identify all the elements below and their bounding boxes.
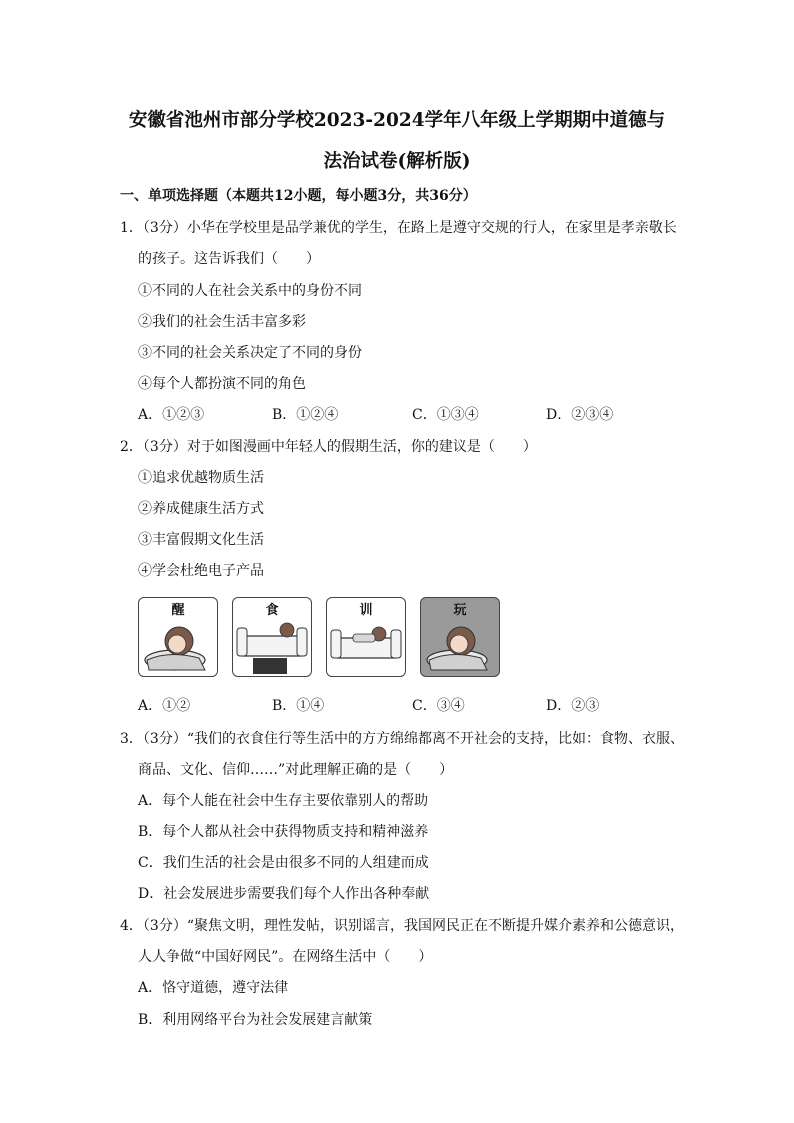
q1-choice-b: B．①②④	[272, 407, 339, 423]
q1-item: ③不同的社会关系决定了不同的身份	[138, 345, 362, 361]
q4-option-a: A．恪守道德，遵守法律	[138, 980, 289, 996]
q4-stem-line-1: 4．（3分）“聚焦文明，理性发帖，识别谣言，我国网民正在不断提升媒介素养和公德意识，	[120, 918, 684, 934]
q1-stem-line-1: 1．（3分）小华在学校里是品学兼优的学生，在路上是遵守交规的行人，在家里是孝亲敬长	[120, 220, 677, 236]
q2-item: ④学会杜绝电子产品	[138, 563, 264, 579]
q4-option-b: B．利用网络平台为社会发展建言献策	[138, 1012, 373, 1028]
comic-panel-eat	[232, 597, 312, 677]
q2-choice-d: D．②③	[546, 698, 600, 714]
panel-caption: 醒	[171, 603, 185, 618]
panel-caption: 玩	[453, 603, 467, 618]
q1-item: ①不同的人在社会关系中的身份不同	[138, 283, 362, 299]
q1-choice-c: C．①③④	[412, 407, 479, 423]
q3-stem-line-1: 3．（3分）“我们的衣食住行等生活中的方方绵绵都离不开社会的支持，比如：食物、衣服、	[120, 731, 684, 747]
q3-option-d: D．社会发展进步需要我们每个人作出各种奉献	[138, 886, 430, 902]
q4-stem-line-2: 人人争做“中国好网民”。在网络生活中（ ）	[138, 949, 433, 965]
panel-caption: 食	[265, 603, 279, 618]
q3-option-c: C．我们生活的社会是由很多不同的人组建而成	[138, 855, 429, 871]
q2-item: ③丰富假期文化生活	[138, 532, 264, 548]
q1-choice-a: A．①②③	[138, 407, 205, 423]
q1-stem-line-2: 的孩子。这告诉我们（ ）	[138, 251, 320, 267]
q2-choice-a: A．①②	[138, 698, 191, 714]
q2-choice-c: C．③④	[412, 698, 465, 714]
q2-item: ②养成健康生活方式	[138, 501, 264, 517]
q3-stem-line-2: 商品、文化、信仰……”对此理解正确的是（ ）	[138, 762, 454, 778]
comic-panel-train	[326, 597, 406, 677]
exam-title-line-1: 安徽省池州市部分学校2023-2024学年八年级上学期期中道德与	[128, 110, 666, 131]
q2-item: ①追求优越物质生活	[138, 470, 264, 486]
exam-title-line-2: 法治试卷(解析版)	[323, 151, 471, 172]
q1-item: ②我们的社会生活丰富多彩	[138, 314, 306, 330]
q3-option-a: A．每个人能在社会中生存主要依靠别人的帮助	[138, 793, 429, 809]
q3-option-b: B．每个人都从社会中获得物质支持和精神滋养	[138, 824, 429, 840]
q2-choice-b: B．①④	[272, 698, 325, 714]
panel-caption: 训	[359, 603, 373, 618]
q2-stem: 2．（3分）对于如图漫画中年轻人的假期生活，你的建议是（ ）	[120, 439, 537, 455]
comic-panel-wake	[138, 597, 218, 677]
comic-panel-play	[420, 597, 500, 677]
q1-choice-d: D．②③④	[546, 407, 614, 423]
q1-item: ④每个人都扮演不同的角色	[138, 376, 306, 392]
section-heading: 一、单项选择题（本题共12小题，每小题3分，共36分）	[120, 188, 477, 204]
